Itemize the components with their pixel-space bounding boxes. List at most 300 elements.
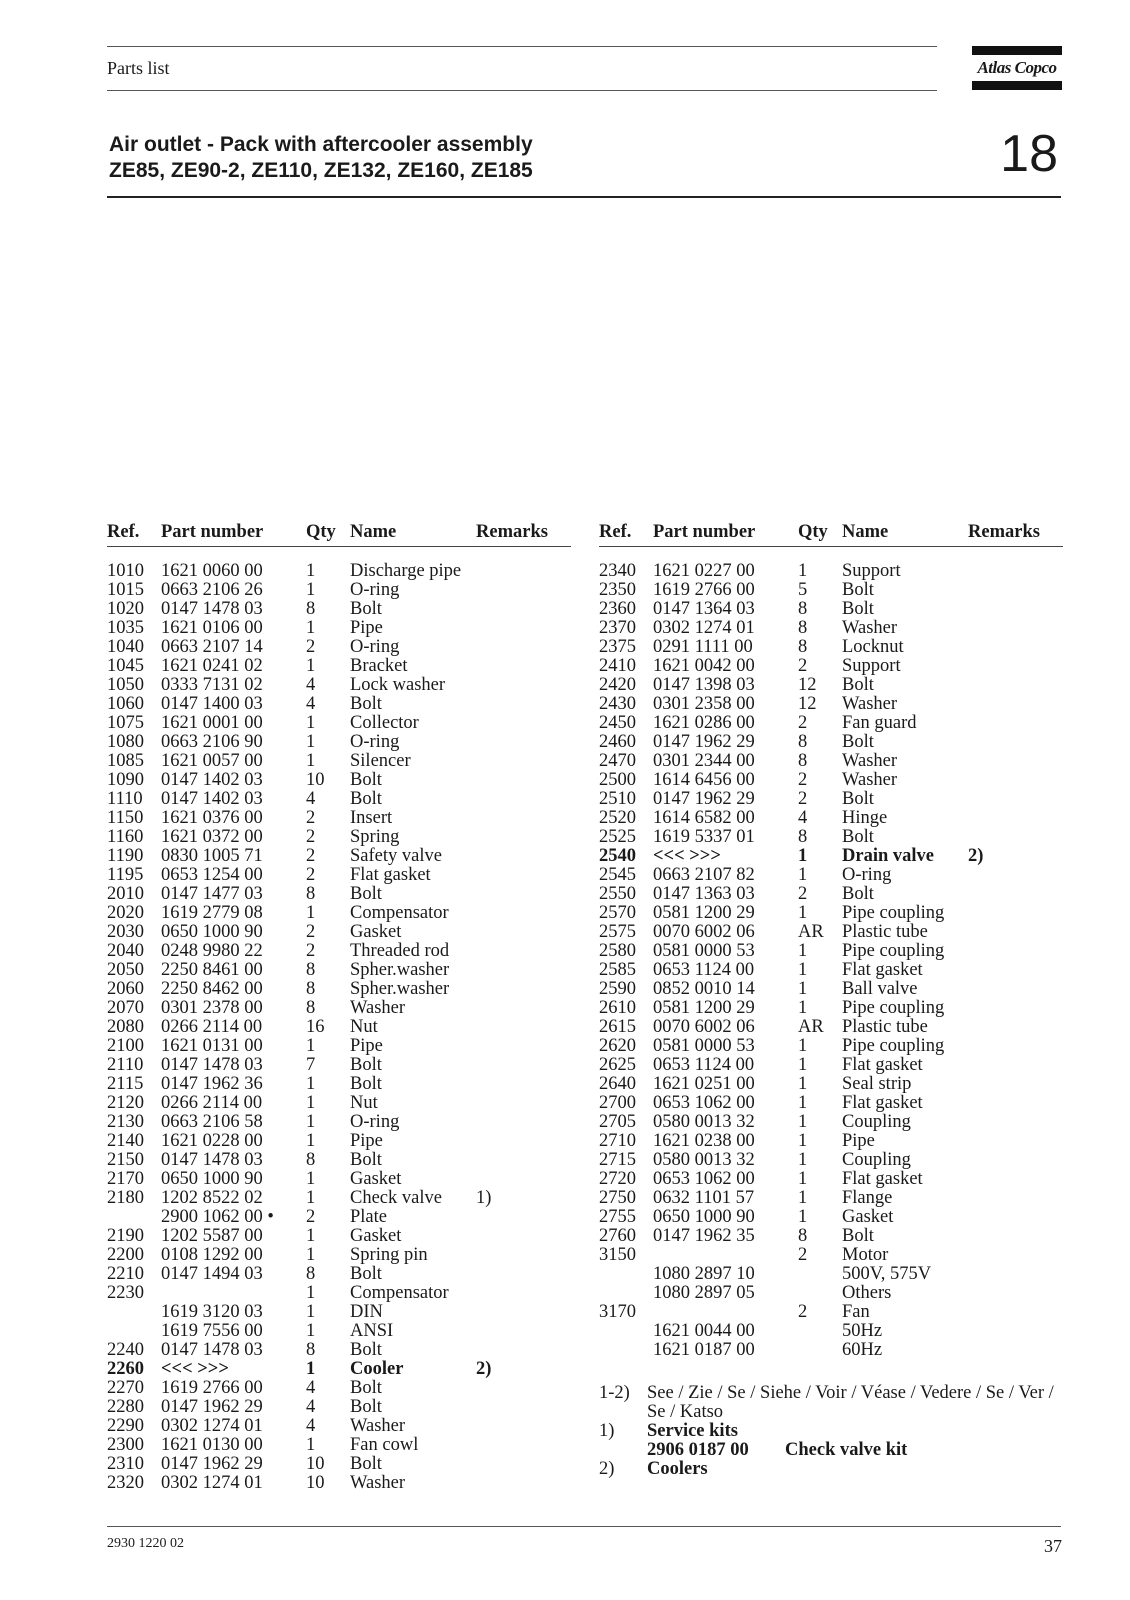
row-part-number: 1614 6456 00 xyxy=(653,770,755,790)
row-qty: 4 xyxy=(306,675,316,695)
table-row xyxy=(599,1322,1063,1341)
table-row xyxy=(599,1018,1063,1037)
row-qty: 8 xyxy=(306,884,316,904)
row-part-number: 0266 2114 00 xyxy=(161,1093,263,1113)
row-name: Plate xyxy=(350,1207,387,1227)
table-row xyxy=(599,790,1063,809)
note-key: 1-2) xyxy=(599,1383,630,1403)
row-ref: 2470 xyxy=(599,751,636,771)
row-qty: 8 xyxy=(798,732,808,752)
row-ref: 2340 xyxy=(599,561,636,581)
row-ref: 2510 xyxy=(599,789,636,809)
row-name: Others xyxy=(842,1283,892,1303)
row-part-number: 1621 0001 00 xyxy=(161,713,263,733)
row-name: Bolt xyxy=(350,1150,382,1170)
row-part-number: 0147 1364 03 xyxy=(653,599,755,619)
row-ref: 2060 xyxy=(107,979,144,999)
row-name: Flange xyxy=(842,1188,893,1208)
row-ref: 2625 xyxy=(599,1055,636,1075)
table-row xyxy=(107,562,571,581)
row-name: Nut xyxy=(350,1017,378,1037)
row-ref: 1045 xyxy=(107,656,144,676)
row-qty: 16 xyxy=(306,1017,325,1037)
row-qty: 1 xyxy=(306,1226,316,1246)
row-qty: 2 xyxy=(306,637,316,657)
row-name: Flat gasket xyxy=(842,1093,923,1113)
table-row xyxy=(599,1113,1063,1132)
table-row xyxy=(107,1170,571,1189)
row-name: DIN xyxy=(350,1302,383,1322)
title-rule xyxy=(107,196,1061,198)
table-row xyxy=(107,942,571,961)
row-qty: 1 xyxy=(306,1359,316,1379)
row-name: Bolt xyxy=(842,884,874,904)
section-number: 18 xyxy=(1000,125,1058,183)
row-ref: 2210 xyxy=(107,1264,144,1284)
row-name: Fan cowl xyxy=(350,1435,419,1455)
row-ref: 2640 xyxy=(599,1074,636,1094)
row-name: Flat gasket xyxy=(842,960,923,980)
table-row xyxy=(107,1037,571,1056)
table-row xyxy=(599,847,1063,866)
row-qty: 1 xyxy=(798,846,808,866)
row-part-number: 1619 2766 00 xyxy=(653,580,755,600)
row-name: Pipe coupling xyxy=(842,941,945,961)
kit-part-number: 2906 0187 00 xyxy=(647,1440,749,1460)
table-row xyxy=(107,961,571,980)
row-name: Bolt xyxy=(350,599,382,619)
row-name: Nut xyxy=(350,1093,378,1113)
row-ref: 2070 xyxy=(107,998,144,1018)
row-ref: 2545 xyxy=(599,865,636,885)
table-row xyxy=(599,714,1063,733)
row-name: Check valve xyxy=(350,1188,442,1208)
row-qty: 2 xyxy=(798,1302,808,1322)
row-qty: 1 xyxy=(306,1131,316,1151)
table-row xyxy=(107,885,571,904)
row-part-number: 2250 8461 00 xyxy=(161,960,263,980)
row-part-number: 0147 1962 35 xyxy=(653,1226,755,1246)
table-row xyxy=(599,980,1063,999)
row-name: Gasket xyxy=(350,1169,402,1189)
row-part-number: 0147 1494 03 xyxy=(161,1264,263,1284)
row-remarks: 2) xyxy=(968,846,984,866)
row-name: Fan xyxy=(842,1302,870,1322)
row-part-number: 1621 0060 00 xyxy=(161,561,263,581)
row-ref: 2140 xyxy=(107,1131,144,1151)
row-ref: 2375 xyxy=(599,637,636,657)
row-qty: 2 xyxy=(798,770,808,790)
row-part-number: 0302 1274 01 xyxy=(161,1473,263,1493)
title-line-1: Air outlet - Pack with aftercooler assembly xyxy=(109,133,533,156)
row-qty: 1 xyxy=(798,1112,808,1132)
footnotes xyxy=(599,1384,1069,1479)
note-text: Service kits xyxy=(647,1421,738,1441)
row-name: Washer xyxy=(842,751,898,771)
row-ref: 2590 xyxy=(599,979,636,999)
header-part-number: Part number xyxy=(161,522,264,542)
row-part-number: 1621 0238 00 xyxy=(653,1131,755,1151)
row-part-number: 0147 1962 29 xyxy=(161,1397,263,1417)
row-ref: 1090 xyxy=(107,770,144,790)
row-name: Flat gasket xyxy=(350,865,431,885)
table-row xyxy=(599,1132,1063,1151)
row-part-number: 0266 2114 00 xyxy=(161,1017,263,1037)
row-qty: 2 xyxy=(798,713,808,733)
row-part-number: 1621 0106 00 xyxy=(161,618,263,638)
row-part-number: <<< >>> xyxy=(653,846,721,866)
row-part-number: 0663 2106 58 xyxy=(161,1112,263,1132)
row-ref: 2280 xyxy=(107,1397,144,1417)
table-row xyxy=(107,1075,571,1094)
row-qty: 1 xyxy=(798,1074,808,1094)
row-name: Flat gasket xyxy=(842,1169,923,1189)
row-name: Gasket xyxy=(350,922,402,942)
note-see xyxy=(599,1384,1069,1422)
row-qty: 1 xyxy=(798,1036,808,1056)
row-qty: 1 xyxy=(798,1131,808,1151)
row-qty: 2 xyxy=(306,865,316,885)
row-qty: 1 xyxy=(306,1169,316,1189)
row-part-number: 1619 7556 00 xyxy=(161,1321,263,1341)
table-row xyxy=(107,600,571,619)
row-part-number: 0650 1000 90 xyxy=(161,922,263,942)
parts-table-right xyxy=(599,522,1063,1360)
row-part-number: 0147 1478 03 xyxy=(161,599,263,619)
row-ref: 2460 xyxy=(599,732,636,752)
table-row xyxy=(599,1341,1063,1360)
row-name: Bolt xyxy=(350,1378,382,1398)
row-qty: 8 xyxy=(306,998,316,1018)
row-name: Washer xyxy=(350,1473,406,1493)
note-text: Se / Katso xyxy=(647,1402,724,1422)
row-qty: 1 xyxy=(306,732,316,752)
row-name: Spring xyxy=(350,827,400,847)
row-ref: 2750 xyxy=(599,1188,636,1208)
row-qty: 10 xyxy=(306,770,325,790)
row-qty: 4 xyxy=(306,1378,316,1398)
table-row xyxy=(107,771,571,790)
row-part-number: 1621 0130 00 xyxy=(161,1435,263,1455)
row-remarks: 2) xyxy=(476,1359,492,1379)
row-ref: 2715 xyxy=(599,1150,636,1170)
row-part-number: 0663 2107 82 xyxy=(653,865,755,885)
row-ref: 1015 xyxy=(107,580,144,600)
table-row xyxy=(107,1436,571,1455)
row-name: Discharge pipe xyxy=(350,561,462,581)
table-header xyxy=(107,522,571,544)
row-name: Insert xyxy=(350,808,393,828)
row-name: Coupling xyxy=(842,1150,911,1170)
row-part-number: 0302 1274 01 xyxy=(653,618,755,638)
table-row xyxy=(599,1151,1063,1170)
table-row xyxy=(107,923,571,942)
row-name: Washer xyxy=(350,998,406,1018)
table-row xyxy=(107,790,571,809)
row-ref: 2580 xyxy=(599,941,636,961)
row-qty: 1 xyxy=(798,561,808,581)
row-part-number: 1202 5587 00 xyxy=(161,1226,263,1246)
row-part-number: 1621 0372 00 xyxy=(161,827,263,847)
document-code: 2930 1220 02 xyxy=(107,1536,184,1551)
table-row xyxy=(107,1208,571,1227)
row-part-number: 2250 8462 00 xyxy=(161,979,263,999)
row-ref: 2615 xyxy=(599,1017,636,1037)
row-qty: 2 xyxy=(798,1245,808,1265)
row-ref: 2020 xyxy=(107,903,144,923)
row-qty: 2 xyxy=(306,808,316,828)
row-qty: 8 xyxy=(798,637,808,657)
row-ref: 2310 xyxy=(107,1454,144,1474)
row-ref: 2585 xyxy=(599,960,636,980)
header-ref: Ref. xyxy=(599,522,632,542)
row-name: Spher.washer xyxy=(350,960,450,980)
row-qty: 8 xyxy=(306,960,316,980)
row-qty: 2 xyxy=(306,827,316,847)
row-part-number: 0302 1274 01 xyxy=(161,1416,263,1436)
table-row xyxy=(107,581,571,600)
row-qty: 1 xyxy=(306,656,316,676)
row-name: Pipe xyxy=(842,1131,875,1151)
row-ref: 2610 xyxy=(599,998,636,1018)
table-row xyxy=(599,999,1063,1018)
row-qty: 1 xyxy=(306,580,316,600)
table-row xyxy=(107,1189,571,1208)
row-name: Flat gasket xyxy=(842,1055,923,1075)
table-row xyxy=(107,1341,571,1360)
table-row xyxy=(599,562,1063,581)
row-qty: 1 xyxy=(798,979,808,999)
table-row xyxy=(107,1056,571,1075)
row-name: Hinge xyxy=(842,808,888,828)
row-part-number: 0650 1000 90 xyxy=(161,1169,263,1189)
row-ref: 2410 xyxy=(599,656,636,676)
row-part-number: 0147 1962 29 xyxy=(653,732,755,752)
table-row xyxy=(599,1246,1063,1265)
row-ref: 3150 xyxy=(599,1245,636,1265)
row-qty: 1 xyxy=(306,751,316,771)
row-qty: 2 xyxy=(798,656,808,676)
header-ref: Ref. xyxy=(107,522,140,542)
table-row xyxy=(599,676,1063,695)
row-part-number: 0581 0000 53 xyxy=(653,941,755,961)
row-qty: 1 xyxy=(798,1169,808,1189)
row-qty: 12 xyxy=(798,675,817,695)
row-name: Bolt xyxy=(842,599,874,619)
row-part-number: 0653 1254 00 xyxy=(161,865,263,885)
row-name: Bolt xyxy=(842,732,874,752)
row-part-number: 0663 2106 90 xyxy=(161,732,263,752)
row-qty: 1 xyxy=(306,1093,316,1113)
row-name: Compensator xyxy=(350,903,449,923)
row-qty: 4 xyxy=(306,1397,316,1417)
row-qty: 1 xyxy=(306,1283,316,1303)
table-row xyxy=(599,1075,1063,1094)
row-ref: 1040 xyxy=(107,637,144,657)
row-name: Pipe coupling xyxy=(842,903,945,923)
row-name: O-ring xyxy=(350,637,400,657)
row-part-number: 0632 1101 57 xyxy=(653,1188,755,1208)
row-qty: 2 xyxy=(798,884,808,904)
row-qty: 8 xyxy=(798,599,808,619)
row-qty: 1 xyxy=(798,941,808,961)
row-qty: 5 xyxy=(798,580,808,600)
row-part-number: 0147 1477 03 xyxy=(161,884,263,904)
row-part-number: 1619 3120 03 xyxy=(161,1302,263,1322)
row-ref: 2705 xyxy=(599,1112,636,1132)
row-name: Support xyxy=(842,561,901,581)
row-ref: 2080 xyxy=(107,1017,144,1037)
row-ref: 1150 xyxy=(107,808,144,828)
row-name: O-ring xyxy=(350,1112,400,1132)
row-part-number: 0301 2344 00 xyxy=(653,751,755,771)
table-row xyxy=(599,1037,1063,1056)
row-part-number: 1621 0241 02 xyxy=(161,656,263,676)
row-qty: 12 xyxy=(798,694,817,714)
row-ref: 2270 xyxy=(107,1378,144,1398)
row-qty: 1 xyxy=(306,1321,316,1341)
table-row xyxy=(599,1170,1063,1189)
row-ref: 2180 xyxy=(107,1188,144,1208)
logo-wordmark: Atlas Copco xyxy=(977,58,1057,77)
header-remarks: Remarks xyxy=(968,522,1040,542)
row-ref: 2110 xyxy=(107,1055,144,1075)
row-ref: 2525 xyxy=(599,827,636,847)
row-ref: 2360 xyxy=(599,599,636,619)
row-ref: 2190 xyxy=(107,1226,144,1246)
row-name: Threaded rod xyxy=(350,941,450,961)
row-qty: AR xyxy=(798,1017,824,1037)
row-qty: 2 xyxy=(306,1207,316,1227)
row-name: Bolt xyxy=(350,789,382,809)
row-qty: 8 xyxy=(798,751,808,771)
row-qty: 1 xyxy=(798,1188,808,1208)
row-ref: 2320 xyxy=(107,1473,144,1493)
table-row xyxy=(107,1132,571,1151)
table-row xyxy=(107,752,571,771)
row-name: Washer xyxy=(350,1416,406,1436)
row-qty: 1 xyxy=(306,1112,316,1132)
row-name: Seal strip xyxy=(842,1074,912,1094)
row-qty: AR xyxy=(798,922,824,942)
row-name: 60Hz xyxy=(842,1340,883,1360)
logo-bar-bottom xyxy=(972,81,1062,90)
table-body xyxy=(599,562,1063,1360)
row-part-number: 0147 1962 29 xyxy=(653,789,755,809)
row-part-number: 0108 1292 00 xyxy=(161,1245,263,1265)
row-part-number: 0852 0010 14 xyxy=(653,979,755,999)
row-name: Plastic tube xyxy=(842,1017,928,1037)
table-row xyxy=(599,1056,1063,1075)
header-rule xyxy=(599,546,1063,547)
row-part-number: 1080 2897 05 xyxy=(653,1283,755,1303)
row-name: Pipe coupling xyxy=(842,1036,945,1056)
header-remarks: Remarks xyxy=(476,522,548,542)
row-qty: 1 xyxy=(798,903,808,923)
row-ref: 2150 xyxy=(107,1150,144,1170)
logo-bar-top xyxy=(972,46,1062,55)
header-part-number: Part number xyxy=(653,522,756,542)
row-ref: 2575 xyxy=(599,922,636,942)
row-name: 500V, 575V xyxy=(842,1264,932,1284)
row-ref: 2720 xyxy=(599,1169,636,1189)
row-name: Ball valve xyxy=(842,979,918,999)
title-line-2: ZE85, ZE90-2, ZE110, ZE132, ZE160, ZE185 xyxy=(109,159,533,182)
row-part-number: 1621 0251 00 xyxy=(653,1074,755,1094)
table-row xyxy=(107,619,571,638)
row-name: Bolt xyxy=(350,1340,382,1360)
table-row xyxy=(599,1227,1063,1246)
row-ref: 2170 xyxy=(107,1169,144,1189)
row-name: Bolt xyxy=(350,1074,382,1094)
table-row xyxy=(599,1284,1063,1303)
table-row xyxy=(107,1322,571,1341)
row-part-number: 1621 0376 00 xyxy=(161,808,263,828)
row-name: Lock washer xyxy=(350,675,446,695)
row-qty: 1 xyxy=(306,1188,316,1208)
row-ref: 1195 xyxy=(107,865,144,885)
row-ref: 2115 xyxy=(107,1074,144,1094)
row-name: Spher.washer xyxy=(350,979,450,999)
row-name: Bolt xyxy=(842,580,874,600)
row-qty: 8 xyxy=(306,1340,316,1360)
row-name: Pipe xyxy=(350,1131,383,1151)
row-ref: 2540 xyxy=(599,846,636,866)
row-part-number: 1621 0286 00 xyxy=(653,713,755,733)
table-row xyxy=(107,999,571,1018)
table-row xyxy=(599,752,1063,771)
row-part-number: 0653 1062 00 xyxy=(653,1093,755,1113)
row-part-number: <<< >>> xyxy=(161,1359,229,1379)
table-row xyxy=(107,809,571,828)
row-name: Pipe xyxy=(350,618,383,638)
top-rule-upper xyxy=(107,46,937,47)
row-ref: 2620 xyxy=(599,1036,636,1056)
row-name: Bolt xyxy=(842,789,874,809)
row-ref: 2030 xyxy=(107,922,144,942)
row-ref: 1110 xyxy=(107,789,143,809)
note-service-kits xyxy=(599,1422,1069,1441)
row-name: Coupling xyxy=(842,1112,911,1132)
header-name: Name xyxy=(350,522,397,542)
row-part-number: 0653 1062 00 xyxy=(653,1169,755,1189)
row-ref: 2755 xyxy=(599,1207,636,1227)
row-part-number: 1080 2897 10 xyxy=(653,1264,755,1284)
row-ref: 2420 xyxy=(599,675,636,695)
row-qty: 4 xyxy=(306,1416,316,1436)
row-name: Washer xyxy=(842,618,898,638)
row-ref: 2010 xyxy=(107,884,144,904)
row-name: Bolt xyxy=(350,1264,382,1284)
table-row xyxy=(107,904,571,923)
row-name: Pipe coupling xyxy=(842,998,945,1018)
table-row xyxy=(107,828,571,847)
row-qty: 8 xyxy=(306,1264,316,1284)
row-name: Washer xyxy=(842,770,898,790)
company-logo xyxy=(972,46,1062,90)
row-part-number: 0248 9980 22 xyxy=(161,941,263,961)
table-row xyxy=(599,619,1063,638)
row-qty: 1 xyxy=(798,1055,808,1075)
page-title xyxy=(109,132,533,184)
row-part-number: 0070 6002 06 xyxy=(653,1017,755,1037)
row-qty: 1 xyxy=(306,1074,316,1094)
row-qty: 2 xyxy=(306,941,316,961)
table-row xyxy=(107,1398,571,1417)
row-part-number: 1621 0131 00 xyxy=(161,1036,263,1056)
row-part-number: 0147 1398 03 xyxy=(653,675,755,695)
table-row xyxy=(599,695,1063,714)
